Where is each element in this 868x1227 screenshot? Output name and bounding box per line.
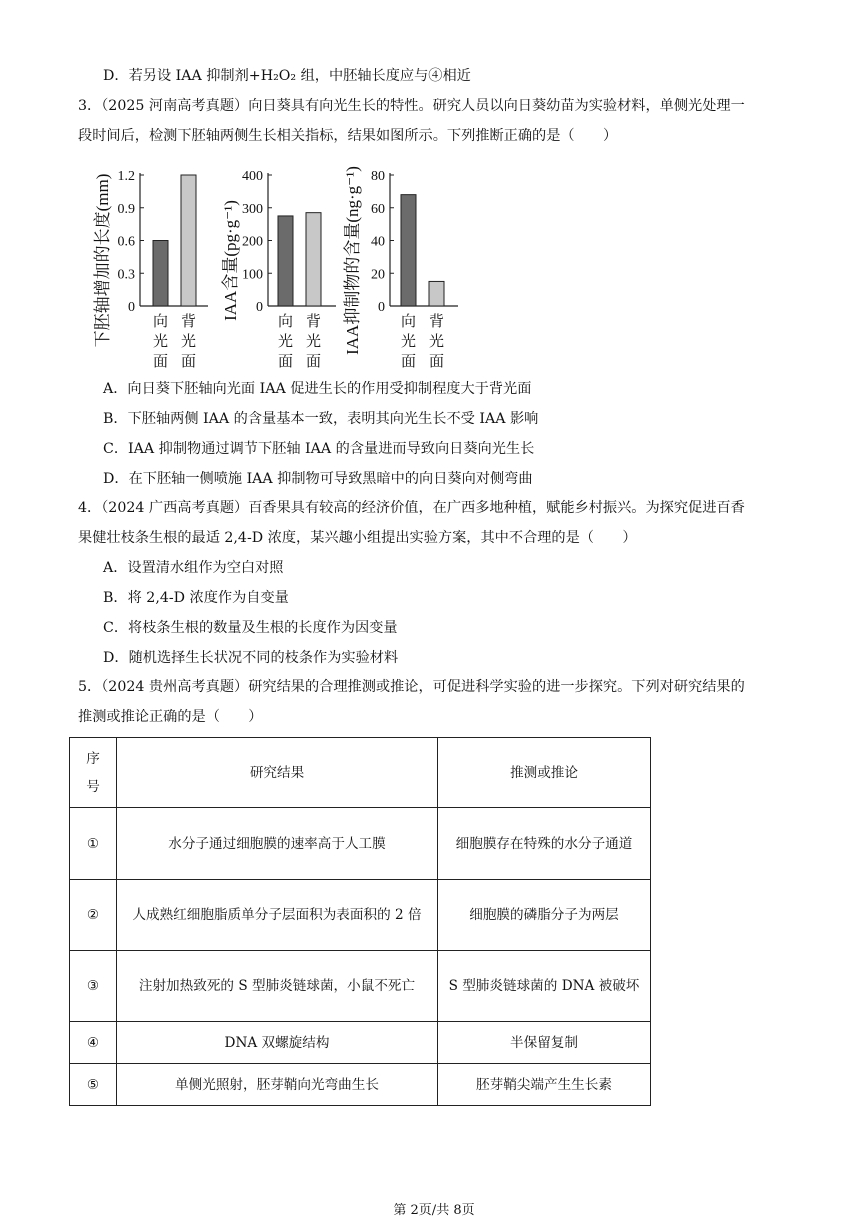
q3-stem-line1: 3．（2025 河南高考真题）向日葵具有向光生长的特性。研究人员以向日葵幼苗为实验材料，单侧光处理一 (78, 98, 745, 114)
x-tick-label: 面 (152, 354, 169, 370)
q3-option-a: A．向日葵下胚轴向光面 IAA 促进生长的作用受抑制程度大于背光面 (103, 381, 532, 397)
q4-stem-line1: 4．（2024 广西高考真题）百香果具有较高的经济价值，在广西多地种植，赋能乡村振兴。为探究促进百香 (78, 500, 745, 516)
chart-iaa-inhibitor-content (343, 166, 458, 370)
y-tick-label: 0.3 (117, 267, 135, 283)
x-tick-label: 面 (277, 354, 294, 370)
y-axis-label: IAA抑制物的含量(ng·g⁻¹) (343, 166, 362, 355)
charts-svg (90, 153, 470, 373)
page-footer: 第 2页/共 8页 (393, 1203, 475, 1218)
x-tick-label: 面 (305, 354, 322, 370)
q4-option-a: A．设置清水组作为空白对照 (103, 560, 284, 576)
row-index: ① (70, 808, 117, 880)
q3-option-b: B．下胚轴两侧 IAA 的含量基本一致，表明其向光生长不受 IAA 影响 (103, 411, 539, 427)
q3-stem-line2: 段时间后，检测下胚轴两侧生长相关指标，结果如图所示。下列推断正确的是（ ） (78, 128, 618, 144)
table-row (70, 1022, 651, 1064)
row-index: ③ (70, 951, 117, 1022)
x-tick-label: 面 (428, 354, 445, 370)
x-tick-label: 光 (152, 334, 169, 350)
y-tick-label: 100 (242, 267, 263, 283)
q5-stem-line2: 推测或推论正确的是（ ） (78, 709, 263, 725)
table-row (70, 951, 651, 1022)
row-result: DNA 双螺旋结构 (117, 1022, 438, 1064)
table-row (70, 880, 651, 951)
y-tick-label: 0 (256, 300, 263, 315)
bar (153, 241, 168, 307)
bar (429, 281, 444, 306)
chart-iaa-content (221, 169, 336, 370)
y-axis-label: IAA含量(pg·g⁻¹) (221, 200, 240, 321)
bar (181, 175, 196, 306)
x-tick-label: 光 (305, 334, 322, 350)
x-tick-label: 光 (428, 334, 445, 350)
q4-stem-line2: 果健壮枝条生根的最适 2,4-D 浓度，某兴趣小组提出实验方案，其中不合理的是（ ） (78, 530, 637, 546)
x-tick-label: 背 (305, 314, 322, 330)
bar (278, 216, 293, 306)
research-table (69, 737, 651, 1106)
x-tick-label: 光 (400, 334, 417, 350)
row-inference: 细胞膜存在特殊的水分子通道 (438, 808, 651, 880)
header-result: 研究结果 (117, 738, 438, 808)
row-result: 人成熟红细胞脂质单分子层面积为表面积的 2 倍 (117, 880, 438, 951)
x-tick-label: 面 (180, 354, 197, 370)
row-inference: 细胞膜的磷脂分子为两层 (438, 880, 651, 951)
row-index: ④ (70, 1022, 117, 1064)
row-inference: S 型肺炎链球菌的 DNA 被破坏 (438, 951, 651, 1022)
y-tick-label: 1.2 (117, 169, 135, 184)
y-tick-label: 0 (378, 300, 385, 315)
q2-option-d: D．若另设 IAA 抑制剂+H₂O₂ 组，中胚轴长度应与④相近 (103, 68, 471, 84)
q3-option-c: C．IAA 抑制物通过调节下胚轴 IAA 的含量进而导致向日葵向光生长 (103, 441, 535, 457)
y-tick-label: 0 (128, 300, 135, 315)
row-inference: 胚芽鞘尖端产生生长素 (438, 1064, 651, 1106)
table-row (70, 808, 651, 880)
q3-option-d: D．在下胚轴一侧喷施 IAA 抑制物可导致黑暗中的向日葵向对侧弯曲 (103, 471, 533, 487)
x-tick-label: 背 (180, 314, 197, 330)
x-tick-label: 背 (428, 314, 445, 330)
bar (306, 213, 321, 306)
header-inference: 推测或推论 (438, 738, 651, 808)
row-inference: 半保留复制 (438, 1022, 651, 1064)
q4-option-d: D．随机选择生长状况不同的枝条作为实验材料 (103, 650, 399, 666)
sunflower-charts (90, 153, 470, 373)
y-tick-label: 0.9 (117, 201, 135, 217)
x-tick-label: 光 (180, 334, 197, 350)
x-tick-label: 面 (400, 354, 417, 370)
x-tick-label: 向 (400, 314, 417, 330)
y-axis-label: 下胚轴增加的长度(mm) (93, 173, 112, 348)
x-tick-label: 向 (277, 314, 294, 330)
row-index: ② (70, 880, 117, 951)
x-tick-label: 向 (152, 314, 169, 330)
q4-option-b: B．将 2,4-D 浓度作为自变量 (103, 590, 289, 606)
row-result: 水分子通过细胞膜的速率高于人工膜 (117, 808, 438, 880)
y-tick-label: 80 (371, 169, 385, 184)
table-row (70, 1064, 651, 1106)
row-result: 单侧光照射，胚芽鞘向光弯曲生长 (117, 1064, 438, 1106)
y-tick-label: 200 (242, 234, 263, 250)
y-tick-label: 40 (371, 234, 385, 250)
y-tick-label: 60 (371, 201, 385, 217)
chart-hypocotyl-length (93, 169, 208, 370)
q4-option-c: C．将枝条生根的数量及生根的长度作为因变量 (103, 620, 398, 636)
header-index: 序 号 (70, 738, 117, 808)
x-tick-label: 光 (277, 334, 294, 350)
bar (401, 195, 416, 306)
y-tick-label: 400 (242, 169, 263, 184)
row-result: 注射加热致死的 S 型肺炎链球菌，小鼠不死亡 (117, 951, 438, 1022)
q5-stem-line1: 5．（2024 贵州高考真题）研究结果的合理推测或推论，可促进科学实验的进一步探究。下列对研究结果的 (78, 679, 745, 695)
row-index: ⑤ (70, 1064, 117, 1106)
y-tick-label: 20 (371, 267, 385, 283)
table-header-row (70, 738, 651, 808)
y-tick-label: 300 (242, 201, 263, 217)
y-tick-label: 0.6 (117, 234, 135, 250)
